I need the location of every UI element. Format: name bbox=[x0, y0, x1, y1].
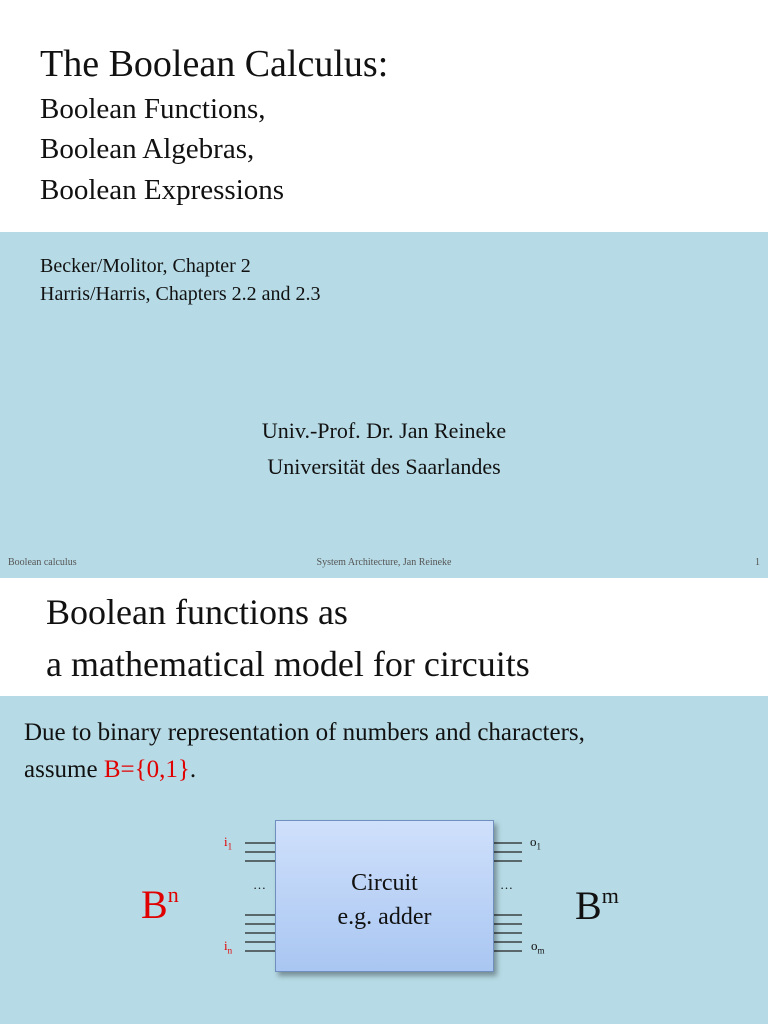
footer-left: Boolean calculus bbox=[8, 557, 77, 568]
slide-1-title: The Boolean Calculus: bbox=[40, 43, 389, 85]
output-space-label: $B^m$ bbox=[575, 883, 619, 928]
author-affiliation: Universität des Saarlandes bbox=[267, 454, 501, 479]
text-prefix: assume bbox=[24, 756, 104, 783]
slide-1-subtitle-line: Boolean Algebras, bbox=[40, 133, 255, 165]
slide-2-text-line: Due to binary representation of numbers and characters, bbox=[24, 719, 585, 746]
circuit-example: e.g. adder bbox=[337, 904, 432, 930]
output-ellipsis: … bbox=[500, 877, 513, 892]
circuit-label: Circuit bbox=[351, 870, 418, 896]
set-definition: B={0,1} bbox=[103, 756, 190, 783]
slide-1-subtitle-line: Boolean Expressions bbox=[40, 174, 285, 206]
input-ellipsis: … bbox=[253, 877, 266, 892]
footer-center: System Architecture, Jan Reineke bbox=[316, 557, 452, 568]
slide-2-title-line: a mathematical model for circuits bbox=[46, 644, 530, 684]
reference-line: Harris/Harris, Chapters 2.2 and 2.3 bbox=[40, 283, 321, 305]
reference-line: Becker/Molitor, Chapter 2 bbox=[40, 255, 251, 277]
author-name: Univ.-Prof. Dr. Jan Reineke bbox=[261, 418, 507, 443]
page-number: 1 bbox=[755, 557, 760, 568]
input-space-label: $B^n$ bbox=[141, 882, 179, 927]
input-label-first: $i_1$ bbox=[224, 834, 233, 852]
output-label-last: $o_m$ bbox=[531, 938, 545, 956]
slide-2-title-line: Boolean functions as bbox=[46, 592, 348, 632]
slide-1-subtitle-line: Boolean Functions, bbox=[40, 93, 266, 125]
input-label-last: $i_n$ bbox=[224, 938, 233, 956]
text-suffix: . bbox=[189, 756, 197, 783]
output-label-first: $o_1$ bbox=[530, 834, 541, 852]
circuit-box bbox=[275, 820, 494, 972]
